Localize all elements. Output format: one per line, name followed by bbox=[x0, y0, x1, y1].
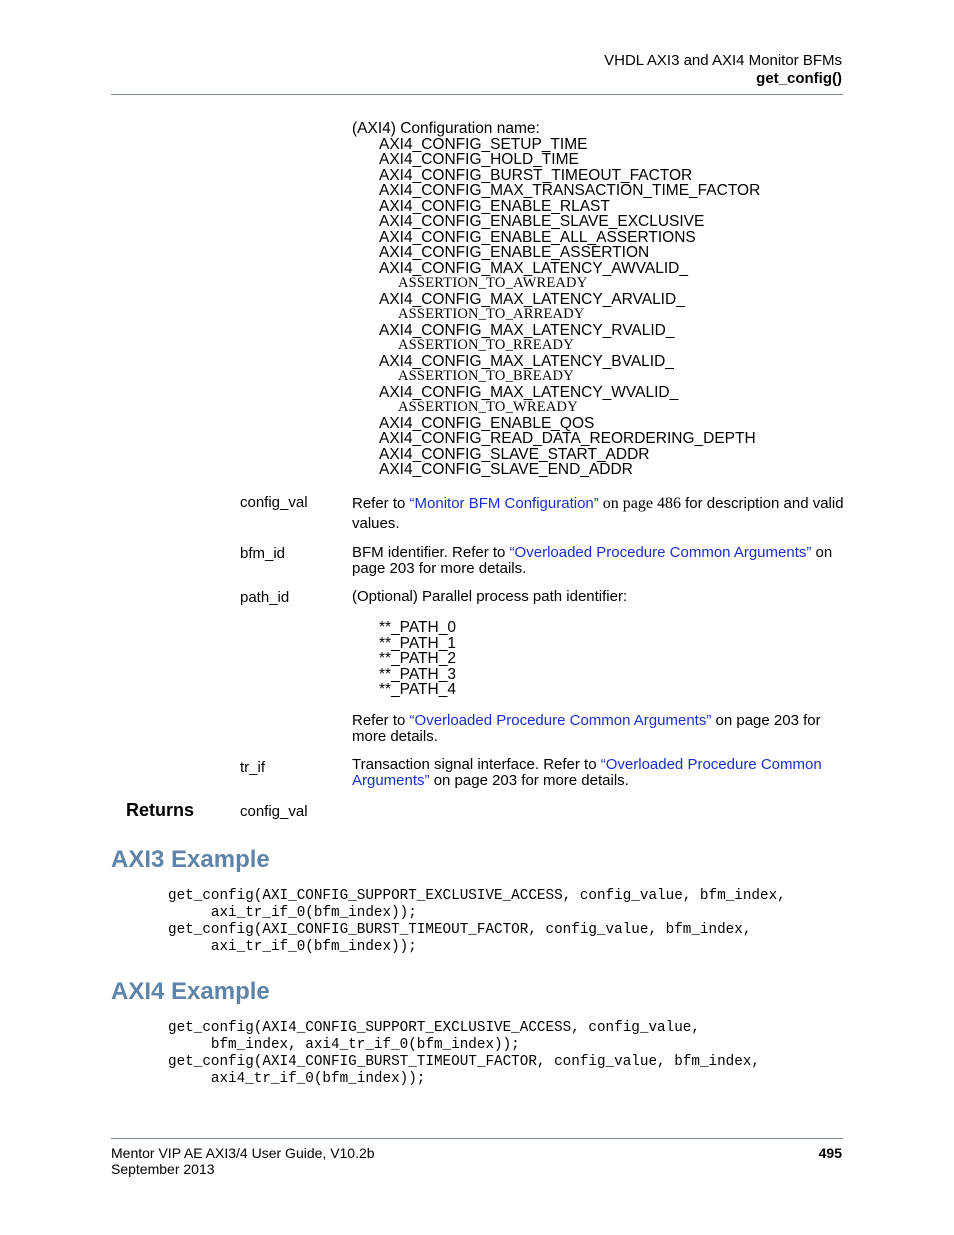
path-id-post: on page 203 for more details. bbox=[352, 712, 821, 745]
bfm-id-common-args-link[interactable]: “Overloaded Procedure Common Arguments” bbox=[509, 544, 812, 561]
config-name-continuation: ASSERTION_TO_RREADY bbox=[398, 337, 574, 353]
arg-desc-bfm-id bbox=[352, 545, 844, 577]
config-name-continuation: ASSERTION_TO_BREADY bbox=[398, 368, 574, 384]
config-name-item: AXI4_CONFIG_READ_DATA_REORDERING_DEPTH bbox=[379, 430, 756, 447]
arg-name-bfm-id: bfm_id bbox=[240, 545, 286, 562]
arg-desc-path-id: (Optional) Parallel process path identifier: bbox=[352, 588, 628, 605]
axi3-example-heading: AXI3 Example bbox=[111, 846, 270, 873]
config-name-item: AXI4_CONFIG_ENABLE_SLAVE_EXCLUSIVE bbox=[379, 213, 705, 230]
path-id-values bbox=[379, 620, 456, 698]
config-val-post: for description and valid values. bbox=[352, 495, 844, 532]
arg-name-config-val: config_val bbox=[240, 494, 308, 511]
running-header-title: VHDL AXI3 and AXI4 Monitor BFMs bbox=[604, 52, 842, 69]
tr-if-post: on page 203 for more details. bbox=[429, 772, 629, 789]
axi4-example-code: get_config(AXI4_CONFIG_SUPPORT_EXCLUSIVE_ACCESS, config_value, bfm_index, axi4_tr_if_0(bfm_index)); get_config(AXI4_CONFIG_BURST_TIMEOUT_FACTOR, config_value, bfm_index, axi4_tr_if_0(bfm_index)); bbox=[168, 1020, 760, 1087]
arg-desc-config-val bbox=[352, 494, 844, 534]
config-name-item: AXI4_CONFIG_ENABLE_ALL_ASSERTIONS bbox=[379, 228, 696, 246]
arg-desc-tr-if bbox=[352, 757, 844, 789]
config-name-item: AXI4_CONFIG_MAX_LATENCY_BVALID_ bbox=[379, 352, 674, 370]
arg-name-path-id: path_id bbox=[240, 589, 290, 606]
axi3-example-code: get_config(AXI_CONFIG_SUPPORT_EXCLUSIVE_ACCESS, config_value, bfm_index, axi_tr_if_0(bfm_index)); get_config(AXI_CONFIG_BURST_TIMEOUT_FACTOR, config_value, bfm_index, axi_tr_if_0(bfm_index)); bbox=[168, 888, 786, 955]
config-val-page-ref: on page 486 bbox=[598, 495, 681, 512]
config-name-item: AXI4_CONFIG_MAX_LATENCY_WVALID_ bbox=[379, 383, 679, 401]
axi4-config-items bbox=[352, 137, 760, 478]
bfm-id-pre: BFM identifier. Refer to bbox=[352, 544, 510, 561]
path-id-value: **_PATH_2 bbox=[379, 650, 456, 667]
tr-if-pre: Transaction signal interface. Refer to bbox=[352, 756, 601, 773]
config-name-item: AXI4_CONFIG_MAX_TRANSACTION_TIME_FACTOR bbox=[379, 182, 761, 199]
axi4-example-heading: AXI4 Example bbox=[111, 978, 270, 1005]
path-id-common-args-link[interactable]: “Overloaded Procedure Common Arguments” bbox=[409, 712, 712, 729]
footer-date: September 2013 bbox=[111, 1161, 215, 1177]
path-id-value: **_PATH_4 bbox=[379, 681, 456, 698]
arg-name-tr-if: tr_if bbox=[240, 759, 266, 776]
axi4-config-list bbox=[352, 121, 760, 478]
config-name-item: AXI4_CONFIG_SLAVE_END_ADDR bbox=[379, 461, 633, 478]
config-name-item: AXI4_CONFIG_MAX_LATENCY_AWVALID_ bbox=[379, 259, 688, 277]
tr-if-common-args-link[interactable]: “Overloaded Procedure Common Arguments” bbox=[352, 756, 822, 789]
config-name-item: AXI4_CONFIG_ENABLE_QOS bbox=[379, 414, 595, 432]
config-name-item: AXI4_CONFIG_ENABLE_ASSERTION bbox=[379, 244, 650, 261]
bfm-id-post: on page 203 for more details. bbox=[352, 544, 833, 577]
config-name-item: AXI4_CONFIG_BURST_TIMEOUT_FACTOR bbox=[379, 166, 693, 184]
config-name-continuation: ASSERTION_TO_ARREADY bbox=[398, 306, 585, 322]
path-id-value: **_PATH_0 bbox=[379, 619, 456, 636]
config-name-item: AXI4_CONFIG_HOLD_TIME bbox=[379, 151, 579, 168]
header-divider bbox=[111, 94, 843, 95]
path-id-value: **_PATH_1 bbox=[379, 634, 456, 652]
footer-divider bbox=[111, 1138, 843, 1139]
arg-desc-path-id-ref bbox=[352, 713, 844, 745]
running-header-subtitle: get_config() bbox=[756, 70, 842, 87]
config-val-pre: Refer to bbox=[352, 495, 410, 512]
footer-doc-info bbox=[111, 1145, 375, 1177]
config-name-item: AXI4_CONFIG_SLAVE_START_ADDR bbox=[379, 445, 650, 463]
page-number: 495 bbox=[818, 1145, 842, 1161]
monitor-bfm-configuration-link[interactable]: “Monitor BFM Configuration” bbox=[409, 495, 599, 512]
config-name-item: AXI4_CONFIG_ENABLE_RLAST bbox=[379, 197, 610, 215]
config-name-continuation: ASSERTION_TO_WREADY bbox=[398, 399, 578, 415]
config-name-continuation: ASSERTION_TO_AWREADY bbox=[398, 275, 588, 291]
path-id-pre: Refer to bbox=[352, 712, 410, 729]
axi4-config-heading: (AXI4) Configuration name: bbox=[352, 120, 540, 137]
config-name-item: AXI4_CONFIG_SETUP_TIME bbox=[379, 135, 588, 153]
returns-value: config_val bbox=[240, 803, 308, 820]
footer-doc-title: Mentor VIP AE AXI3/4 User Guide, V10.2b bbox=[111, 1145, 375, 1161]
path-id-value: **_PATH_3 bbox=[379, 665, 456, 683]
config-name-item: AXI4_CONFIG_MAX_LATENCY_ARVALID_ bbox=[379, 290, 685, 308]
config-name-item: AXI4_CONFIG_MAX_LATENCY_RVALID_ bbox=[379, 321, 675, 339]
returns-label: Returns bbox=[126, 800, 195, 820]
